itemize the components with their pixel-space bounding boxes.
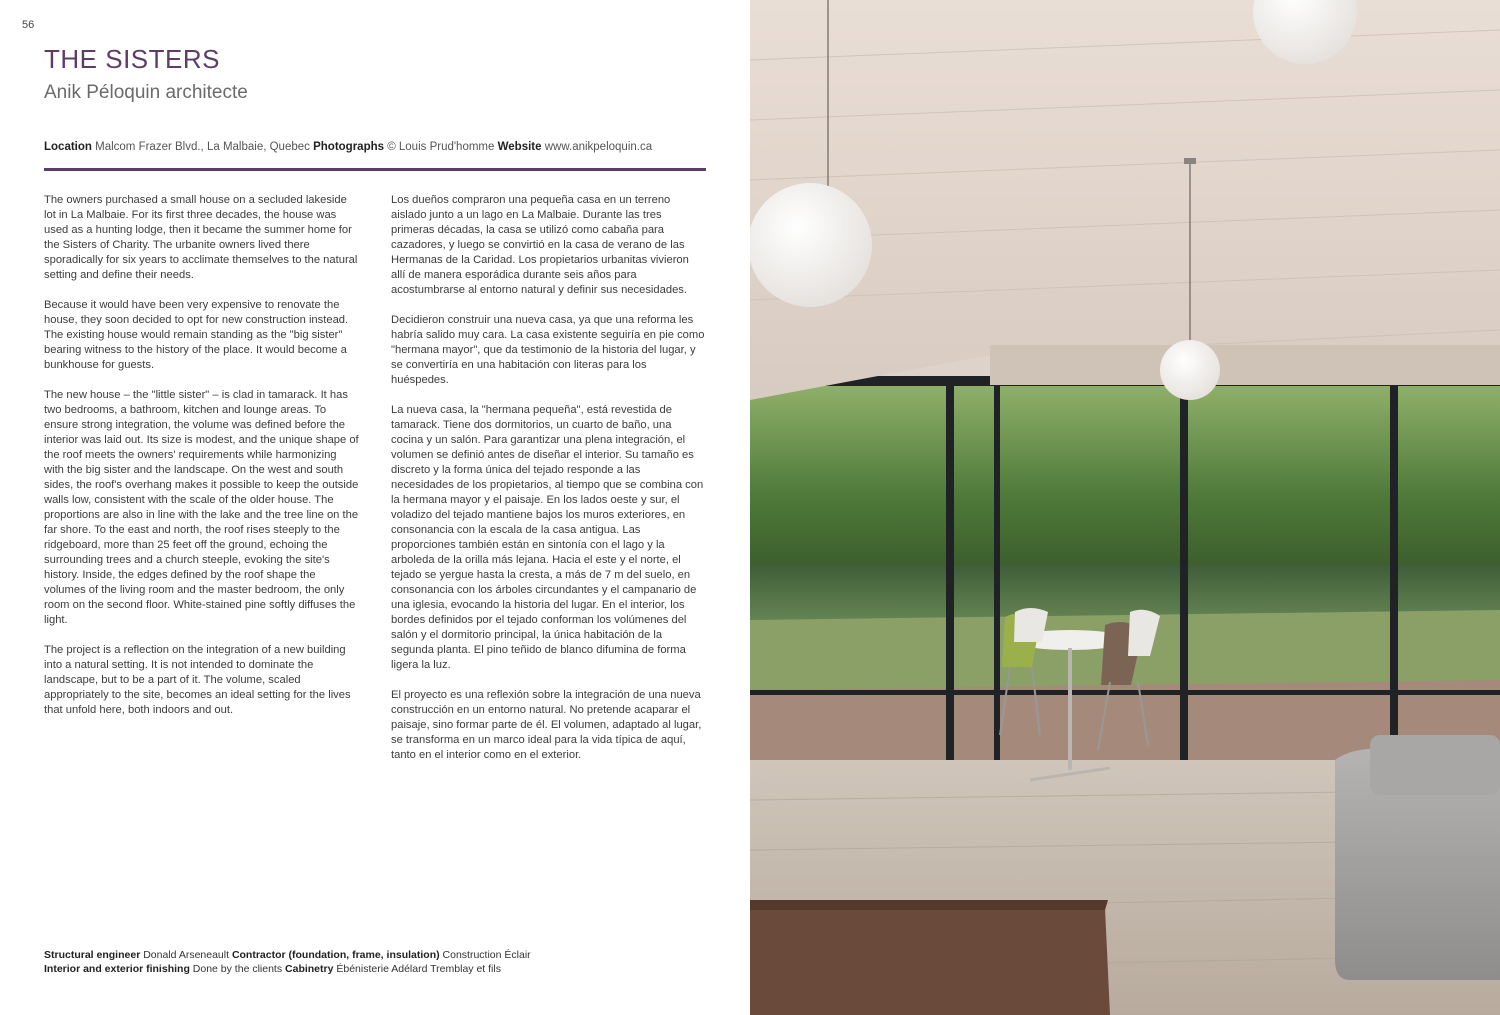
contractor-label: Contractor (foundation, frame, insulation) (231, 949, 440, 961)
location-label: Location (44, 141, 92, 153)
page-number: 56 (22, 19, 35, 31)
english-paragraph: The owners purchased a small house on a secluded lakeside lot in La Malbaie. For its first three decades, the house was used as a hunting lodge, then it became the summer home for the Sisters of Charity. The urbanite owners lived there sporadically for six years to acclimate themselves to the natural setting and define their needs. (44, 194, 358, 281)
structural-label: Structural engineer (44, 949, 141, 961)
spanish-paragraph: La nueva casa, la "hermana pequeña", está revestida de tamarack. Tiene dos dormitorios, un cuarto de baño, una cocina y un salón. Para garantizar una plena integración, el volumen se definió antes de diseñar el interior. Su tamaño es discreto y la forma única del tejado responde a las necesidades de los propietarios, al tiempo que se combina con la hermana mayor y el paisaje. En los lados oeste y sur, el voladizo del tejado mantiene bajos los muros exteriores, en consonancia con la escala de la casa antigua. Las proporciones también están en sintonía con el lago y la arboleda de la orilla más lejana. Hacia el este y el norte, el tejado se yergue hasta la cresta, a más de 7 m del suelo, en consonancia con los árboles circundantes y el campanario de una iglesia, evocando la historia del lugar. En el interior, los bordes definidos por el tejado conforman los volúmenes del salón y el dormitorio principal, la única habitación de la segunda planta. El pino teñido de blanco difumina de forma ligera la luz. (391, 404, 704, 671)
english-paragraph: The project is a reflection on the integration of a new building into a natural setting. It is not intended to dominate the landscape, but to be a part of it. The volume, scaled appropriately to the site, becomes an ideal setting for the lives that unfold here, both indoors and out. (44, 644, 351, 716)
english-text-column (44, 193, 359, 733)
website-label: Website (497, 141, 542, 153)
photographs-label: Photographs (313, 141, 385, 153)
structural-value: Donald Arseneault (143, 949, 230, 961)
header-divider (44, 168, 706, 171)
spanish-paragraph: Decidieron construir una nueva casa, ya que una reforma les habría salido muy cara. La casa existente seguiría en pie como "hermana mayor", que da testimonio de la historia del lugar, y se convertiría en una habitación con literas para los huéspedes. (391, 314, 705, 386)
interior-photo-illustration (750, 0, 1500, 1015)
finishing-value: Done by the clients (192, 963, 283, 975)
cabinetry-label: Cabinetry (285, 963, 334, 975)
spanish-text-column (391, 193, 706, 778)
project-credits (44, 141, 714, 153)
photographs-value: © Louis Prud'homme (387, 141, 495, 153)
project-title: THE SISTERS (44, 44, 220, 74)
english-paragraph: The new house – the "little sister" – is clad in tamarack. It has two bedrooms, a bathroom, kitchen and lounge areas. To ensure strong integration, the volume was defined before the interior was laid out. Its size is modest, and the unique shape of the roof meets the owners' requirements while harmonizing with the big sister and the landscape. On the west and south sides, the roof's overhang makes it possible to keep the outside walls low, consistent with the scale of the older house. The proportions are also in line with the lake and the tree line on the far shore. To the east and north, the roof rises steeply to the ridgeboard, more than 25 feet off the ground, echoing the surrounding trees and a church steeple, evoking the site's history. Inside, the edges defined by the roof shape the volumes of the living room and the master bedroom, the only room on the second floor. White-stained pine softly diffuses the light. (44, 389, 359, 626)
english-paragraph: Because it would have been very expensive to renovate the house, they soon decided to opt for new construction instead. The existing house would remain standing as the "big sister" bearing witness to the history of the place. It would become a bunkhouse for guests. (44, 299, 349, 371)
finishing-label: Interior and exterior finishing (44, 963, 190, 975)
footer-credits-line-1 (44, 948, 724, 962)
contractor-value: Construction Éclair (442, 949, 531, 961)
website-value: www.anikpeloquin.ca (544, 141, 653, 153)
architect-name: Anik Péloquin architecte (44, 82, 248, 103)
footer-credits-line-2 (44, 962, 724, 976)
cabinetry-value: Ébénisterie Adélard Tremblay et fils (336, 963, 501, 975)
footer-credits (44, 948, 724, 976)
interior-photograph (750, 0, 1500, 1015)
spanish-paragraph: El proyecto es una reflexión sobre la integración de una nueva construcción en un entorno natural. No pretende acaparar el paisaje, sino formar parte de él. El volumen, adaptado al lugar, se transforma en un marco ideal para la vida típica de aquí, tanto en el interior como en el exterior. (391, 689, 702, 761)
spanish-paragraph: Los dueños compraron una pequeña casa en un terreno aislado junto a un lago en La Malbaie. Durante las tres primeras décadas, la casa se utilizó como cabaña para cazadores, y luego se convirtió en la casa de verano de las Hermanas de la Caridad. Los propietarios urbanitas vivieron allí de manera esporádica durante seis años para acostumbrarse al entorno natural y definir sus necesidades. (391, 194, 689, 296)
location-value: Malcom Frazer Blvd., La Malbaie, Quebec (95, 141, 310, 153)
